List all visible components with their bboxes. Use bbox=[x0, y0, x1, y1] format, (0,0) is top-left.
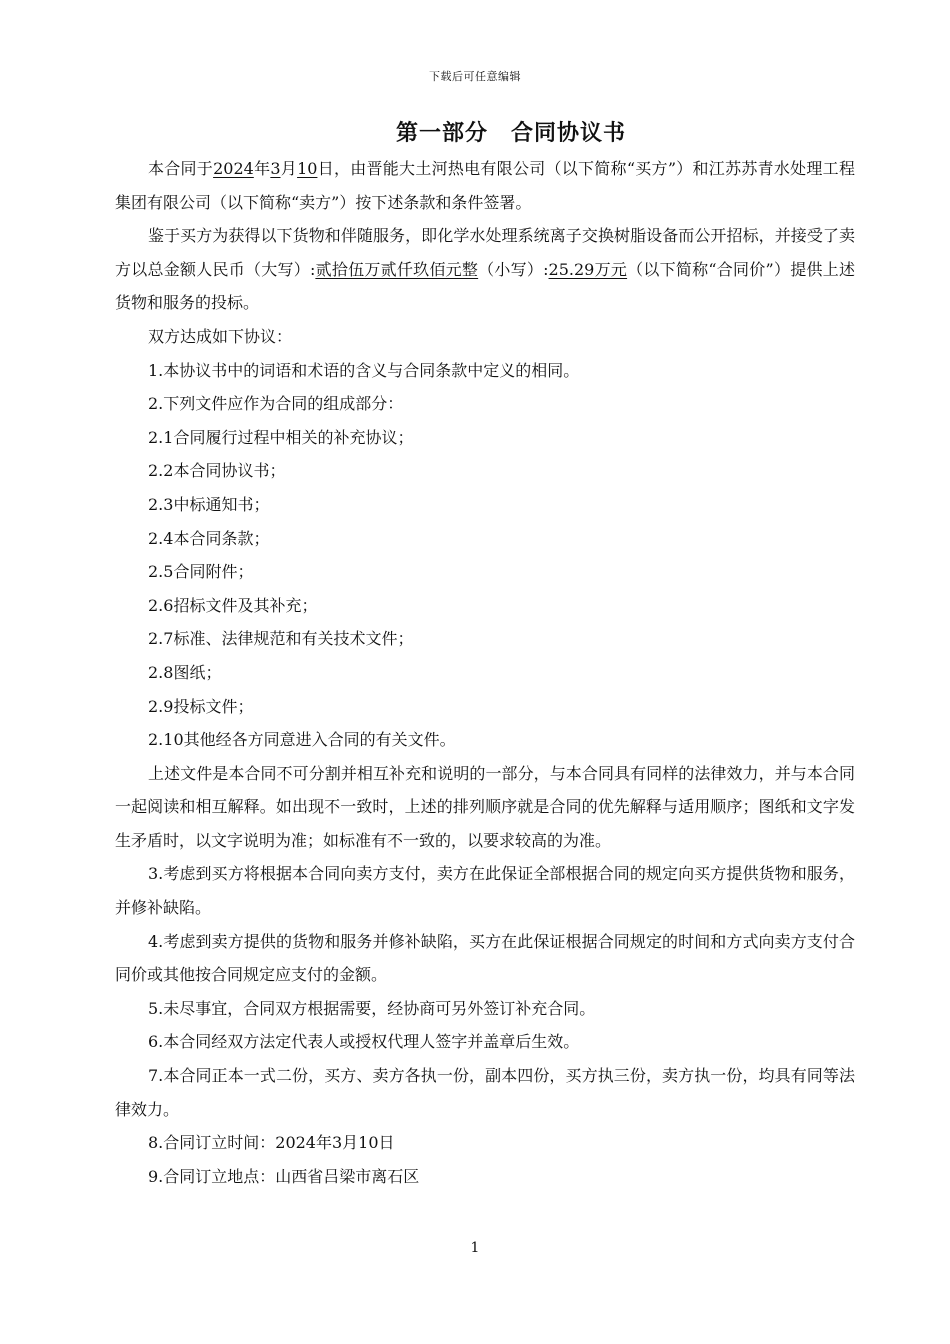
list-item: 2.5合同附件； bbox=[148, 562, 254, 582]
list-item: 2.10其他经各方同意进入合同的有关文件。 bbox=[148, 730, 456, 750]
whereas-text-2: （小写）: bbox=[478, 259, 549, 279]
clause-5: 5.未尽事宜，合同双方根据需要，经协商可另外签订补充合同。 bbox=[148, 998, 596, 1018]
contract-year: 2024 bbox=[213, 159, 254, 178]
contract-body bbox=[115, 152, 855, 1193]
page-number: 1 bbox=[470, 1240, 480, 1256]
clause-3: 3.考虑到买方将根据本合同向卖方支付，卖方在此保证全部根据合同的规定向买方提供货物和服务，并修补缺陷。 bbox=[115, 864, 855, 918]
clause-7: 7.本合同正本一式二份，买方、卖方各执一份，副本四份，买方执三份，卖方执一份，均具有同等法律效力。 bbox=[115, 1066, 855, 1119]
list-item: 2.8图纸； bbox=[148, 662, 222, 682]
clause-9: 9.合同订立地点：山西省吕梁市离石区 bbox=[148, 1166, 420, 1186]
intro-text-1: 本合同于 bbox=[148, 159, 214, 178]
whereas-paragraph bbox=[115, 219, 855, 320]
amount-in-words: 贰拾伍万贰仟玖佰元整 bbox=[315, 259, 479, 279]
list-item: 2.4本合同条款； bbox=[148, 528, 270, 548]
intro-paragraph bbox=[115, 152, 855, 219]
clause-2: 2.下列文件应作为合同的组成部分： bbox=[148, 394, 404, 414]
whereas-text-3: （以下简称“合同价”）提供上述货物和服务的投标。 bbox=[115, 259, 855, 313]
clause-4: 4.考虑到卖方提供的货物和服务并修补缺陷，买方在此保证根据合同规定的时间和方式向卖方支付合同价或其他按合同规定应支付的金额。 bbox=[115, 931, 855, 985]
intro-text-3: 月 bbox=[280, 159, 298, 178]
contract-day: 10 bbox=[297, 159, 318, 178]
contract-month: 3 bbox=[270, 159, 281, 178]
header-note: 下载后可任意编辑 bbox=[429, 70, 521, 83]
list-item: 2.7标准、法律规范和有关技术文件； bbox=[148, 629, 414, 649]
clause-6: 6.本合同经双方法定代表人或授权代理人签字并盖章后生效。 bbox=[148, 1032, 580, 1052]
clause-8: 8.合同订立时间：2024年3月10日 bbox=[148, 1133, 395, 1153]
document-title: 第一部分 合同协议书 bbox=[395, 121, 626, 146]
whereas-text-1: 鉴于买方为获得以下货物和伴随服务，即化学水处理系统离子交换树脂设备而公开招标，并接受了卖方以总金额人民币（大写）: bbox=[115, 226, 855, 279]
list-item: 2.1合同履行过程中相关的补充协议； bbox=[148, 427, 414, 447]
list-item: 2.2本合同协议书； bbox=[148, 461, 286, 481]
list-item: 2.6招标文件及其补充； bbox=[148, 595, 318, 615]
precedence-paragraph: 上述文件是本合同不可分割并相互补充和说明的一部分，与本合同具有同样的法律效力，并与本合同一起阅读和相互解释。如出现不一致时，上述的排列顺序就是合同的优先解释与适用顺序；图纸和文字发生矛盾时，以文字说明为准；如标准有不一致的，以要求较高的为准。 bbox=[115, 763, 855, 850]
amount-in-figures: 25.29万元 bbox=[548, 259, 628, 279]
intro-text-2: 年 bbox=[253, 159, 271, 178]
agreement-statement: 双方达成如下协议： bbox=[148, 326, 293, 346]
clause-1: 1.本协议书中的词语和术语的含义与合同条款中定义的相同。 bbox=[148, 360, 580, 380]
intro-text-4: 日，由晋能大土河热电有限公司（以下简称“买方”）和江苏苏青水处理工程集团有限公司（以下简称“卖方”）按下述条款和条件签署。 bbox=[115, 159, 855, 212]
list-item: 2.9投标文件； bbox=[148, 696, 254, 716]
list-item: 2.3中标通知书； bbox=[148, 494, 270, 514]
